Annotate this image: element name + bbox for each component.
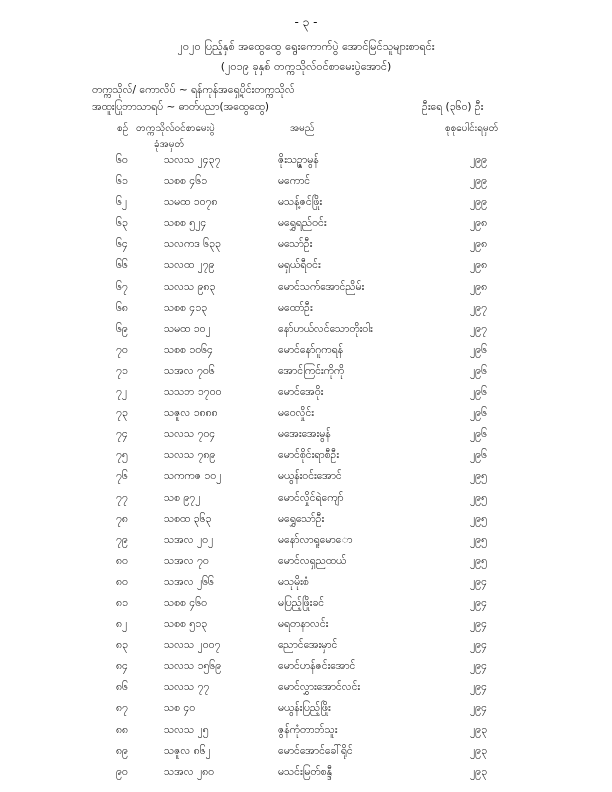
row-number: ၈၂	[116, 618, 128, 631]
major-line: အထူးပြုဘာသာရပ် ~ ဓာတ်ပညာ(အထွေထွေ)	[92, 101, 270, 113]
row-roll: သသဘ ၁၇၀၀	[164, 386, 222, 399]
row-name: မကောင်	[278, 175, 311, 188]
row-roll: သလသ ၂၀၀၇	[164, 639, 221, 652]
row-name: မောင်လရှညထယ်	[278, 554, 347, 567]
row-marks: ၂၉၄	[470, 575, 487, 588]
row-name: မောင်အောင်ခေါ်ရိုင်	[278, 744, 353, 757]
row-roll: သကကဇ ၁၀၂	[164, 470, 222, 483]
row-number: ၇၀	[116, 343, 128, 356]
table-row	[0, 154, 612, 175]
row-name: ညောင်အေးမှာင်	[278, 639, 338, 652]
row-marks: ၂၉၃	[470, 744, 487, 757]
row-number: ၈၁	[116, 596, 128, 609]
row-marks: ၂၉၆	[470, 386, 487, 399]
row-marks: ၂၉၃	[470, 723, 487, 736]
row-marks: ၂၉၈	[470, 280, 488, 293]
row-roll: သအလ ၇၀၆	[164, 364, 215, 377]
table-row	[0, 660, 612, 681]
row-marks: ၂၉၄	[470, 681, 487, 694]
table-row	[0, 681, 612, 702]
row-marks: ၂၉၅	[470, 470, 487, 483]
header-marks: စုစုပေါင်းရမှတ်	[445, 123, 499, 134]
table-row	[0, 534, 612, 555]
row-roll: သစ ၉၇၂	[164, 491, 201, 504]
row-name: ဇိုးသဉ္ဇာမွန်	[278, 154, 319, 166]
row-marks: ၂၉၆	[470, 449, 487, 462]
row-name: မရှယ်ရီဝင်း	[278, 259, 321, 272]
row-roll: သလသ ၇၈၉	[164, 449, 216, 462]
row-number: ၆၈	[116, 301, 128, 314]
table-row	[0, 724, 612, 745]
row-roll: သလကဒ ၆၃၃	[164, 238, 221, 251]
row-roll: သစစ ၅၂၄	[164, 217, 207, 230]
row-name: မောင်လွှားအောင်လင်း	[278, 681, 361, 694]
header-roll: တက္ကသိုလ်ဝင်စာမေးပွဲ	[136, 123, 215, 134]
row-name: အောင်ကြင်းကိုကို	[278, 364, 345, 377]
row-marks: ၂၉၉	[470, 196, 487, 209]
row-roll: သစစ ၁၀၆၄	[164, 343, 213, 356]
row-name: မထော်ဦး	[278, 301, 313, 314]
row-number: ၇၂	[116, 386, 128, 399]
row-name: မအေးအေးမွန်	[278, 428, 331, 441]
row-marks: ၂၉၄	[470, 618, 487, 631]
row-number: ၉၀	[116, 765, 128, 778]
row-marks: ၂၉၆	[470, 407, 487, 420]
row-name: မနော်လာရူမောော	[278, 533, 353, 546]
row-name: မောင်အေဝိုး	[278, 386, 324, 399]
row-marks: ၂၉၄	[470, 660, 487, 673]
row-roll: သအလ ၂၈၀	[164, 765, 215, 778]
row-name: မရွှေရည်ဝင်း	[278, 217, 327, 230]
row-number: ၆၀	[116, 154, 128, 166]
row-name: မသင်းမြတ်စန္ဒီ	[278, 765, 332, 778]
row-name: မသော်ဦး	[278, 238, 313, 251]
row-roll: သစစ ၄၆၀	[164, 596, 208, 609]
page-number: - ၃ -	[294, 15, 318, 29]
table-row	[0, 492, 612, 513]
row-number: ၈၀	[116, 575, 128, 588]
row-marks: ၂၉၆	[470, 364, 487, 377]
table-row	[0, 238, 612, 259]
table-row	[0, 407, 612, 428]
row-roll: သစစ ၅၁၃	[164, 618, 208, 631]
table-row	[0, 766, 612, 787]
row-name: မောင်သက်အောင်ညိမ်း	[278, 280, 365, 293]
row-marks: ၂၉၇	[470, 322, 487, 335]
row-roll: သအလ ၂၆၆	[164, 575, 214, 588]
row-roll: သလသ ၂၄၃၇	[164, 154, 221, 166]
row-marks: ၂၉၈	[470, 259, 488, 272]
table-row	[0, 302, 612, 323]
row-marks: ၂၉၈	[470, 238, 488, 251]
table-row	[0, 344, 612, 365]
table-row	[0, 513, 612, 534]
document-subtitle: (၂၀၁၉ ခုနှစ် တက္ကသိုလ်ဝင်စာမေးပွဲအောင်)	[220, 60, 392, 73]
row-marks: ၂၉၆	[470, 428, 487, 441]
row-marks: ၂၉၄	[470, 702, 487, 715]
row-marks: ၂၉၈	[470, 217, 488, 230]
row-number: ၆၆	[116, 259, 128, 272]
row-number: ၈၈	[116, 723, 128, 736]
row-roll: သအလ ၂၀၂	[164, 533, 214, 546]
row-name: မသန့်ဇင်ဖြိုး	[278, 196, 323, 209]
row-marks: ၂၉၇	[470, 301, 487, 314]
row-roll: သစစ ၄၆၁	[164, 175, 208, 188]
table-row	[0, 745, 612, 766]
row-marks: ၂၉၅	[470, 533, 487, 546]
row-number: ၈၄	[116, 660, 128, 673]
row-roll: သလသ ၂၅	[164, 723, 209, 736]
header-name: အမည်	[290, 123, 315, 134]
table-row	[0, 196, 612, 217]
table-row	[0, 323, 612, 344]
table-row	[0, 449, 612, 470]
row-name: မပြည့်ဖြိုးခင်	[278, 596, 325, 609]
row-name: ဇွန်ကုံတာဘ်သူး	[278, 723, 338, 736]
row-roll: သစ ၄၀	[164, 702, 196, 715]
row-number: ၇၈	[116, 512, 128, 525]
row-marks: ၂၉၃	[470, 765, 487, 778]
table-row	[0, 470, 612, 491]
table-row	[0, 597, 612, 618]
row-roll: သလထ ၂၇၉	[164, 259, 215, 272]
row-number: ၈၇	[116, 702, 128, 715]
row-marks: ၂၉၅	[470, 512, 487, 525]
row-number: ၇၇	[116, 491, 128, 504]
row-roll: သလသ ၉၈၃	[164, 280, 216, 293]
row-name: မရွှေသော်ဦး	[278, 512, 325, 525]
table-row	[0, 618, 612, 639]
row-name: မရတနာလင်း	[278, 618, 329, 631]
row-name: မောင်ဟန်ဇင်းအောင်	[278, 660, 356, 673]
table-row	[0, 555, 612, 576]
row-number: ၇၅	[116, 449, 128, 462]
row-number: ၇၉	[116, 533, 128, 546]
row-number: ၈၆	[116, 681, 128, 694]
table-row	[0, 639, 612, 660]
row-number: ၆၂	[116, 196, 128, 209]
university-line: တက္ကသိုလ်/ ကောလိပ် ~ ရန်ကုန်အရှေ့ပိုင်းတက္ကသိုလ်	[92, 84, 295, 96]
row-marks: ၂၉၉	[470, 154, 487, 166]
row-number: ၆၁	[116, 175, 128, 188]
row-number: ၆၃	[116, 217, 128, 230]
header-roll-sub: ခုံအမှတ်	[154, 139, 185, 150]
row-name: မဝေလှိုင်း	[278, 407, 314, 420]
row-number: ၇၁	[116, 364, 128, 377]
results-table	[0, 154, 612, 787]
row-roll: သမထ ၁၀၂	[164, 322, 211, 335]
row-name: မောင်နော်ဂူကရန်	[278, 343, 344, 356]
row-name: မယွန်းပြည့်ဖြိုး	[278, 702, 331, 715]
row-number: ၆၇	[116, 280, 128, 293]
row-number: ၈၀	[116, 554, 128, 567]
row-roll: သမထ ၁၀၇၈	[164, 196, 218, 209]
row-roll: သစထ ၃၆၃	[164, 512, 212, 525]
row-marks: ၂၉၅	[470, 491, 487, 504]
row-marks: ၂၉၄	[470, 596, 487, 609]
row-marks: ၂၉၉	[470, 175, 487, 188]
row-roll: သလသ ၇၇	[164, 681, 210, 694]
row-number: ၇၃	[116, 407, 128, 420]
row-marks: ၂၉၄	[470, 639, 487, 652]
row-number: ၈၉	[116, 744, 128, 757]
row-number: ၆၉	[116, 322, 128, 335]
row-roll: သအလ ၇၀	[164, 554, 209, 567]
row-name: မသုမိုးစံ	[278, 575, 309, 588]
header-num: စဉ်	[117, 123, 129, 134]
row-number: ၆၄	[116, 238, 128, 251]
table-row	[0, 702, 612, 723]
row-roll: သလသ ၇၀၄	[164, 428, 216, 441]
row-number: ၇၆	[116, 470, 128, 483]
row-name: မောင်လှိုင်ရဲကျော်	[278, 491, 344, 504]
row-roll: သဇူလ ၈၆၂	[164, 744, 211, 757]
table-row	[0, 259, 612, 280]
row-name: မောင်စိုင်းရာစီဦး	[278, 449, 339, 462]
table-row	[0, 428, 612, 449]
row-roll: သလသ ၁၅၆၉	[164, 660, 222, 673]
table-row	[0, 365, 612, 386]
row-roll: သဇူလ ၁၈၈၈	[164, 407, 218, 420]
row-marks: ၂၉၆	[470, 343, 487, 356]
table-row	[0, 175, 612, 196]
table-row	[0, 281, 612, 302]
total-count: ဦးရေ (၃၆၀) ဦး	[422, 101, 484, 113]
row-marks: ၂၉၅	[470, 554, 487, 567]
row-roll: သစစ ၄၁၃	[164, 301, 208, 314]
table-row	[0, 576, 612, 597]
row-number: ၇၄	[116, 428, 128, 441]
row-number: ၈၃	[116, 639, 128, 652]
row-name: မယွန်းဝင်းအောင်	[278, 470, 342, 483]
row-name: နော်ဟယ်လင်သောတိုးဝါး	[278, 322, 373, 335]
document-title: ၂၀၂၀ ပြည့်နှစ် အထွေထွေ ရွေးကောက်ပွဲ အောင်မြင်သူများစာရင်း	[177, 40, 435, 53]
table-row	[0, 386, 612, 407]
table-row	[0, 217, 612, 238]
